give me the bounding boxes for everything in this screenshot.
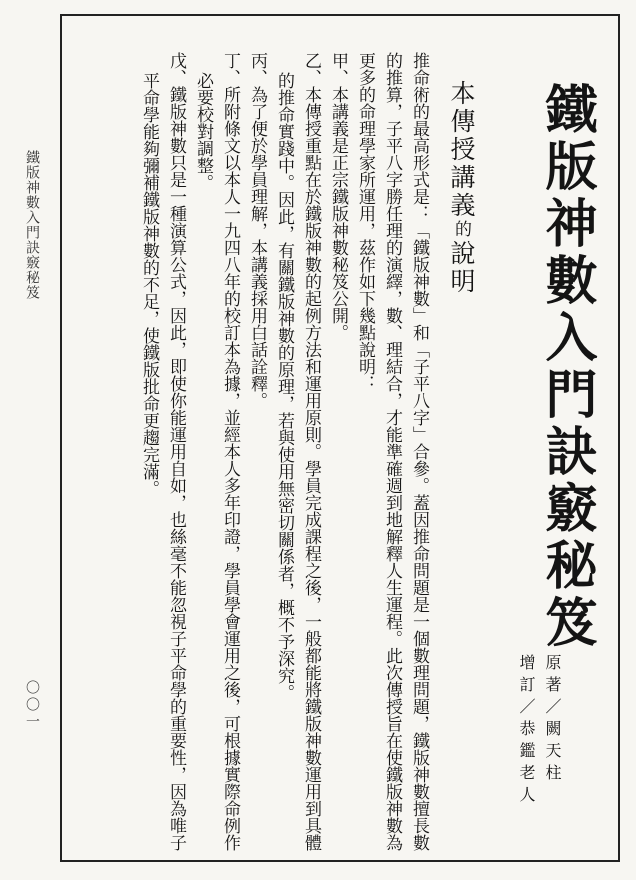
intro-paragraph: 推命術的最高形式是：「鐵版神數」和「子平八字」合參。蓋因推命問題是一個數理問題，鐵版神數擅長數的推算，子平八字勝任理的演繹，數、理結合，才能準確週到地解釋人生運程。此次傳授旨在使鐵版神數為更多的命理學家所運用，茲作如下幾點說明： (355, 52, 429, 851)
running-title: 鐵版神數入門訣竅秘笈 (24, 150, 40, 300)
list-item: 甲、本講義是正宗鐵版神數秘笈公開。 (328, 52, 348, 341)
list-item: 丙、為了便於學員理解，本講義採用白話詮釋。 (247, 52, 267, 409)
credit-revised-by: 增訂／恭鑑老人 (517, 654, 536, 808)
list-item: 戊、鐵版神數只是一種演算公式，因此，即使你能運用自如，也絲毫不能忽視子平命學的重要性，因為唯子平命學能夠彌補鐵版神數的不足，使鐵版批命更趨完滿。 (139, 52, 186, 851)
list-item: 乙、本傳授重點在於鐵版神數的起例方法和運用原則。學員完成課程之後，一般都能將鐵版神數運用到具體的推命實踐中。因此，有關鐵版神數的原理，若與使用無密切關係者，概不予深究。 (274, 52, 321, 851)
body-text (135, 52, 432, 852)
section-subtitle (449, 80, 474, 296)
list-item: 丁、所附條文以本人一九四八年的校訂本為據，並經本人多年印證，學員學會運用之後，可根據實際命例作必要校對調整。 (193, 52, 240, 851)
subtitle-part: 本傳授講義 (447, 80, 476, 220)
page-title: 鐵版神數入門訣竅秘笈 (536, 82, 597, 652)
subtitle-part: 的 (451, 220, 471, 240)
credit-original-author: 原著／闕天柱 (543, 654, 562, 786)
page-number: 〇〇一 (24, 680, 40, 731)
subtitle-part: 說明 (447, 240, 476, 296)
